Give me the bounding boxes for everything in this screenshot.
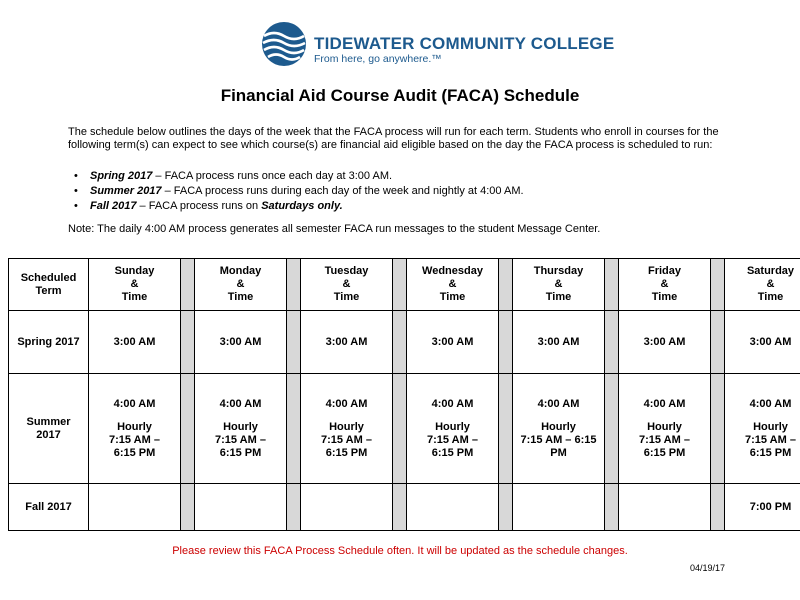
day-header-tuesday: Tuesday & Time [301,259,393,311]
college-name: TIDEWATER COMMUNITY COLLEGE [314,34,615,53]
cell-time [513,484,605,531]
college-logo [258,20,615,68]
cell-time: 3:00 AM [619,311,711,374]
day-header-saturday: Saturday & Time [725,259,800,311]
day-header-friday: Friday & Time [619,259,711,311]
gap-cell [711,311,725,374]
gap-cell [287,374,301,484]
cell-summer: 4:00 AM Hourly 7:15 AM – 6:15 PM [725,374,800,484]
day-header-wednesday: Wednesday & Time [407,259,499,311]
gap-cell [499,374,513,484]
college-tagline: From here, go anywhere.™ [314,53,442,65]
gap-cell [181,374,195,484]
wave-logo-icon [258,20,310,68]
gap-cell [287,484,301,531]
cell-time: 3:00 AM [301,311,393,374]
cell-time [407,484,499,531]
table-row-fall [9,484,800,531]
cell-time: 3:00 AM [513,311,605,374]
note-text: Note: The daily 4:00 AM process generates all semester FACA run messages to the student Message Center. [68,223,601,235]
cell-time: 3:00 AM [195,311,287,374]
intro-paragraph: The schedule below outlines the days of the week that the FACA process will run for each term. Students who enroll in courses for the following term(s) can expect to see which course(s) are financial aid eligible based on the day the FACA process is scheduled to run: [68,126,719,151]
cell-time [619,484,711,531]
term-bullet-list [68,169,524,214]
cell-time: 7:00 PM [725,484,800,531]
gap-cell [499,311,513,374]
gap-cell [605,484,619,531]
gap-cell [605,374,619,484]
cell-summer: 4:00 AM Hourly 7:15 AM – 6:15 PM [195,374,287,484]
cell-time [301,484,393,531]
table-row-spring [9,311,800,374]
cell-summer: 4:00 AM Hourly 7:15 AM – 6:15 PM [407,374,499,484]
gap-cell [393,484,407,531]
gap-cell [287,259,301,311]
day-header-thursday: Thursday & Time [513,259,605,311]
bullet-summer: • Summer 2017 – FACA process runs during each day of the week and nightly at 4:00 AM. [68,184,524,199]
gap-cell [393,311,407,374]
cell-time [89,484,181,531]
bullet-spring: • Spring 2017 – FACA process runs once each day at 3:00 AM. [68,169,524,184]
cell-summer: 4:00 AM Hourly 7:15 AM – 6:15 PM [619,374,711,484]
gap-cell [499,484,513,531]
page-title: Financial Aid Course Audit (FACA) Schedule [220,86,580,105]
corner-header: Scheduled Term [9,259,89,311]
gap-cell [711,374,725,484]
gap-cell [711,484,725,531]
day-header-sunday: Sunday & Time [89,259,181,311]
row-term-summer: Summer 2017 [9,374,89,484]
row-term-fall: Fall 2017 [9,484,89,531]
gap-cell [605,311,619,374]
cell-time: 3:00 AM [89,311,181,374]
gap-cell [605,259,619,311]
row-term-spring: Spring 2017 [9,311,89,374]
day-header-monday: Monday & Time [195,259,287,311]
cell-summer: 4:00 AM Hourly 7:15 AM – 6:15 PM [89,374,181,484]
gap-cell [499,259,513,311]
bullet-fall: • Fall 2017 – FACA process runs on Saturdays only. [68,199,524,214]
document-date: 04/19/17 [690,563,726,573]
gap-cell [393,374,407,484]
gap-cell [287,311,301,374]
table-row-summer [9,374,800,484]
cell-time: 3:00 AM [407,311,499,374]
gap-cell [711,259,725,311]
cell-time [195,484,287,531]
cell-time: 3:00 AM [725,311,800,374]
gap-cell [181,259,195,311]
gap-cell [181,484,195,531]
cell-summer: 4:00 AM Hourly 7:15 AM – 6:15 PM [513,374,605,484]
gap-cell [393,259,407,311]
review-notice: Please review this FACA Process Schedule often. It will be updated as the schedule changes. [172,545,628,557]
gap-cell [181,311,195,374]
cell-summer: 4:00 AM Hourly 7:15 AM – 6:15 PM [301,374,393,484]
schedule-table [8,258,800,531]
table-header-row [9,259,800,311]
